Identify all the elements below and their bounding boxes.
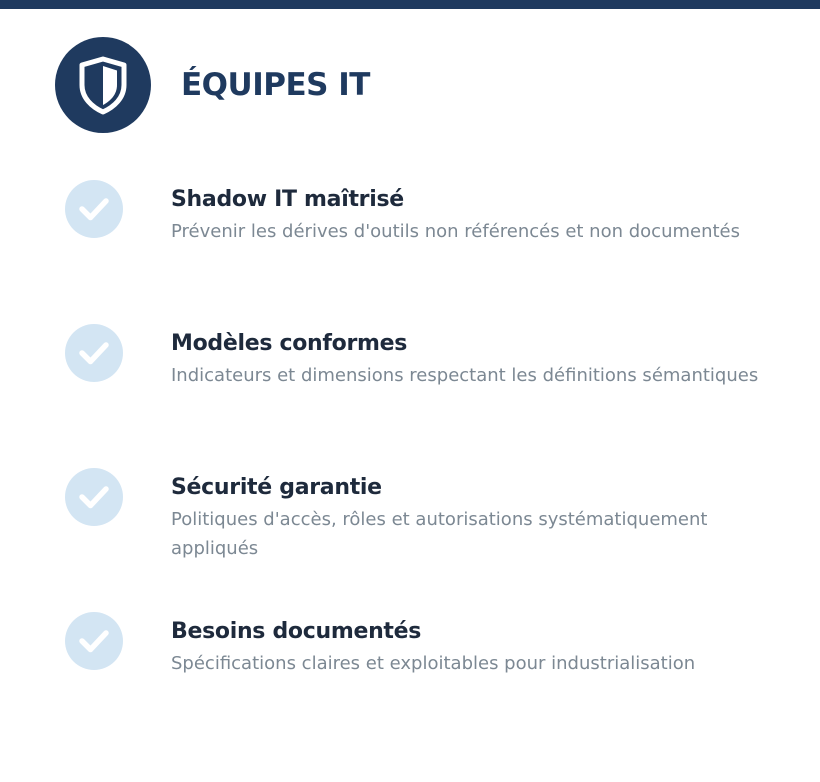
feature-description: Politiques d'accès, rôles et autorisations systématiquement appliqués — [171, 509, 708, 559]
list-item — [65, 324, 785, 468]
feature-text — [171, 473, 781, 563]
feature-description: Spécifications claires et exploitables pour industrialisation — [171, 653, 696, 674]
checkmark-icon — [65, 324, 123, 382]
checkmark-icon — [65, 468, 123, 526]
list-item — [65, 612, 785, 756]
feature-text — [171, 617, 781, 678]
feature-text — [171, 329, 781, 390]
feature-title: Modèles conformes — [171, 331, 408, 356]
list-item — [65, 468, 785, 612]
checkmark-icon — [65, 612, 123, 670]
section-header — [55, 37, 370, 133]
feature-list — [65, 180, 785, 756]
top-accent-bar — [0, 0, 820, 9]
checkmark-icon — [65, 180, 123, 238]
feature-title: Shadow IT maîtrisé — [171, 187, 404, 212]
feature-text — [171, 185, 781, 246]
list-item — [65, 180, 785, 324]
feature-description: Prévenir les dérives d'outils non référencés et non documentés — [171, 221, 741, 242]
page-title: ÉQUIPES IT — [181, 67, 370, 103]
shield-icon — [55, 37, 151, 133]
feature-description: Indicateurs et dimensions respectant les définitions sémantiques — [171, 365, 759, 386]
feature-title: Sécurité garantie — [171, 475, 382, 500]
feature-title: Besoins documentés — [171, 619, 422, 644]
